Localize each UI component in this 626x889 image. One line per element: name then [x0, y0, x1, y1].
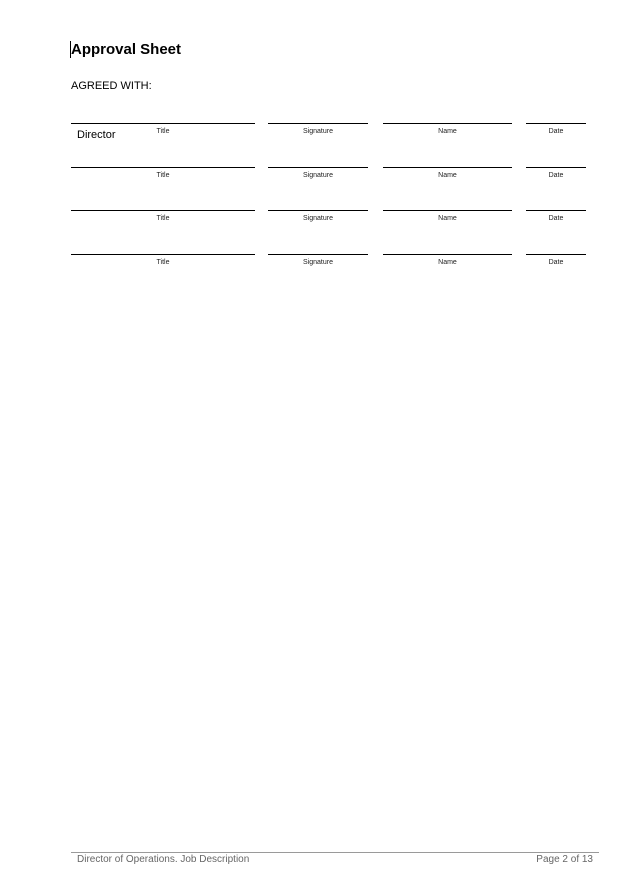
- date-caption: Date: [548, 215, 564, 222]
- title-cell[interactable]: [71, 167, 255, 211]
- signature-caption: Signature: [303, 172, 333, 179]
- footer-document-title: Director of Operations. Job Description: [77, 854, 250, 865]
- signature-row: [0, 254, 626, 298]
- title-line: [71, 167, 255, 168]
- name-cell[interactable]: [383, 123, 512, 167]
- date-caption: Date: [548, 259, 564, 266]
- signature-line: [268, 254, 368, 255]
- title-line: [71, 210, 255, 211]
- date-caption: Date: [548, 128, 564, 135]
- signature-cell[interactable]: [268, 167, 368, 211]
- date-line: [526, 167, 586, 168]
- signature-row: [0, 210, 626, 254]
- name-line: [383, 254, 512, 255]
- signature-row: [0, 123, 626, 167]
- title-caption: Title: [156, 128, 170, 135]
- signature-row: [0, 167, 626, 211]
- name-caption: Name: [438, 215, 457, 222]
- signature-line: [268, 123, 368, 124]
- date-line: [526, 254, 586, 255]
- agreed-with-label: AGREED WITH:: [71, 80, 152, 92]
- signature-cell[interactable]: [268, 123, 368, 167]
- name-line: [383, 167, 512, 168]
- name-cell[interactable]: [383, 210, 512, 254]
- signature-cell[interactable]: [268, 210, 368, 254]
- date-cell[interactable]: [526, 210, 586, 254]
- signature-line: [268, 167, 368, 168]
- signature-cell[interactable]: [268, 254, 368, 298]
- signature-line: [268, 210, 368, 211]
- date-cell[interactable]: [526, 123, 586, 167]
- name-line: [383, 123, 512, 124]
- title-value: Director: [77, 129, 116, 141]
- name-line: [383, 210, 512, 211]
- page-title: Approval Sheet: [71, 41, 182, 58]
- name-cell[interactable]: [383, 254, 512, 298]
- name-caption: Name: [438, 128, 457, 135]
- date-line: [526, 123, 586, 124]
- footer-page-number: Page 2 of 13: [536, 854, 593, 865]
- title-caption: Title: [156, 259, 170, 266]
- name-cell[interactable]: [383, 167, 512, 211]
- signature-caption: Signature: [303, 215, 333, 222]
- signature-caption: Signature: [303, 128, 333, 135]
- date-cell[interactable]: [526, 254, 586, 298]
- date-caption: Date: [548, 172, 564, 179]
- title-cell[interactable]: [71, 210, 255, 254]
- title-cell[interactable]: [71, 254, 255, 298]
- signature-table: [0, 0, 626, 300]
- date-line: [526, 210, 586, 211]
- name-caption: Name: [438, 259, 457, 266]
- date-cell[interactable]: [526, 167, 586, 211]
- title-line: [71, 123, 255, 124]
- title-caption: Title: [156, 215, 170, 222]
- title-cell[interactable]: [71, 123, 255, 167]
- name-caption: Name: [438, 172, 457, 179]
- signature-caption: Signature: [303, 259, 333, 266]
- title-line: [71, 254, 255, 255]
- title-caption: Title: [156, 172, 170, 179]
